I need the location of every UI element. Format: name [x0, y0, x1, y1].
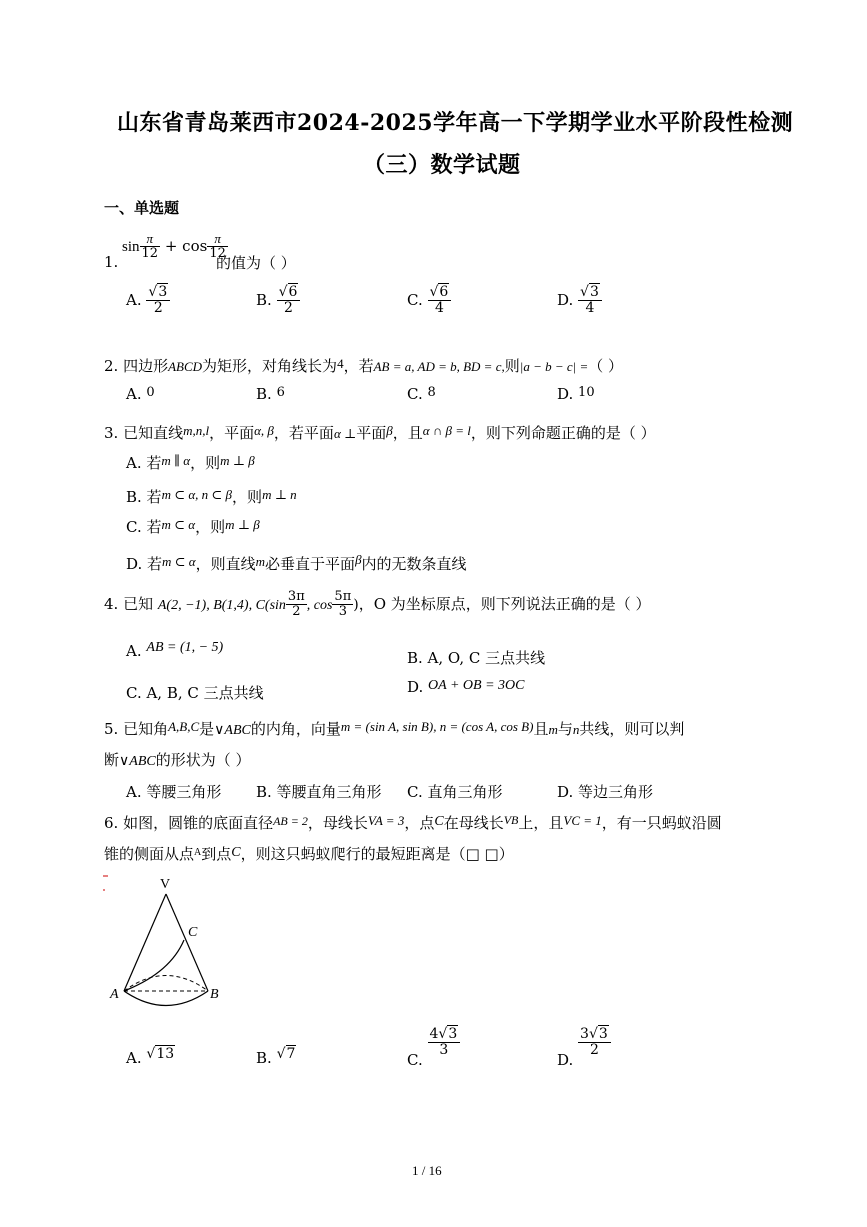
base-back-arc: [124, 976, 208, 992]
question-5-stem-line2: 断∨ABC的形状为（ ）: [104, 751, 251, 769]
question-5-stem: 5. 已知角A,B,C是∨ABC的内角，向量m = (sin A, sin B), n = (cos A, cos B)且m与n共线，则可以判: [104, 719, 685, 738]
question-6-stem: 6. 如图，圆锥的底面直径$^{AB = 2}$，母线长VA = 3，点C在母线长$^{VB}$上，且VC = 1，有一只蚂蚁沿圆: [104, 813, 722, 832]
question-1-number: 1.: [104, 253, 119, 271]
label-b: B: [210, 987, 219, 1002]
generatrix-vb: [166, 894, 208, 991]
q3-option-b: B. 若m ⊂ α, n ⊂ β，则m ⊥ n: [126, 487, 297, 506]
base-front-arc: [124, 991, 208, 1006]
q6-option-d: D. $\frac{3√3}{2}$: [557, 1027, 611, 1069]
q1-option-a: A. $\frac{√3}{2}$: [126, 285, 170, 317]
question-1-expr: sin $\frac{\pi}{12}$ + cos $\frac{\pi}{12}$: [122, 231, 226, 262]
q2-option-b: B. 6: [256, 385, 285, 403]
question-2-stem: 2. 四边形ABCD为矩形，对角线长为4，若AB = a, AD = b, BD = c,则|a − b − c| =（ ）: [104, 356, 624, 375]
q2-option-c: C. 8: [407, 385, 436, 403]
question-6-stem-line2: 锥的侧面从点$^A$到点C，则这只蚂蚁爬行的最短距离是（□ □）: [104, 845, 514, 863]
q4-option-c: C. A, B, C 三点共线: [126, 684, 264, 702]
q2-option-d: D. 10: [557, 385, 595, 403]
q6-option-c: C. $\frac{4√3}{3}$: [407, 1027, 460, 1069]
q2-option-a: A. 0: [126, 385, 155, 403]
q4-option-b: B. A, O, C 三点共线: [407, 649, 546, 667]
label-a: A: [110, 987, 119, 1002]
q3-option-a: A. 若m ∥ α，则m ⊥ β: [126, 453, 255, 472]
q4-option-d: D. OA + OB = 3OC: [407, 678, 525, 696]
question-4-stem: 4. 已知 A(2, −1), B(1,4), C(sin $\frac{3\pi}{2}$ , cos $\frac{5\pi}{3}$ )，O 为坐标原点，则下列说法正确的是（ ）: [104, 589, 651, 620]
label-v: V: [160, 877, 171, 892]
q1-option-c: C. $\frac{√6}{4}$: [407, 285, 451, 317]
q5-option-d: D. 等边三角形: [557, 783, 654, 801]
question-3-stem: 3. 已知直线m,n,l，平面α, β，若平面α ⊥平面β，且α ∩ β = l，则下列命题正确的是（ ）: [104, 423, 656, 442]
q4-option-a: A. AB = (1, − 5): [126, 640, 224, 660]
q5-option-b: B. 等腰直角三角形: [256, 783, 382, 801]
generatrix-va: [124, 894, 166, 991]
q6-option-b: B. √7: [256, 1046, 296, 1067]
page-title-line2: （三）数学试题: [363, 152, 521, 178]
page-number: 1 / 16: [412, 1163, 442, 1178]
question-1-stem: 的值为（ ）: [216, 254, 296, 272]
page-title-line1: 山东省青岛莱西市2024-2025学年高一下学期学业水平阶段性检测: [117, 110, 794, 136]
section-heading: 一、单选题: [104, 199, 180, 217]
ant-path: [124, 940, 184, 991]
q5-option-c: C. 直角三角形: [407, 783, 503, 801]
q5-option-a: A. 等腰三角形: [126, 783, 222, 801]
q3-option-d: D. 若m ⊂ α，则直线m必垂直于平面β内的无数条直线: [126, 552, 467, 573]
q1-option-d: D. $\frac{√3}{4}$: [557, 285, 602, 317]
cone-figure: [100, 868, 240, 1018]
label-c: C: [188, 925, 198, 940]
q6-option-a: A. √13: [126, 1046, 175, 1067]
q1-option-b: B. $\frac{√6}{2}$: [256, 285, 300, 317]
q3-option-c: C. 若m ⊂ α，则m ⊥ β: [126, 517, 260, 536]
